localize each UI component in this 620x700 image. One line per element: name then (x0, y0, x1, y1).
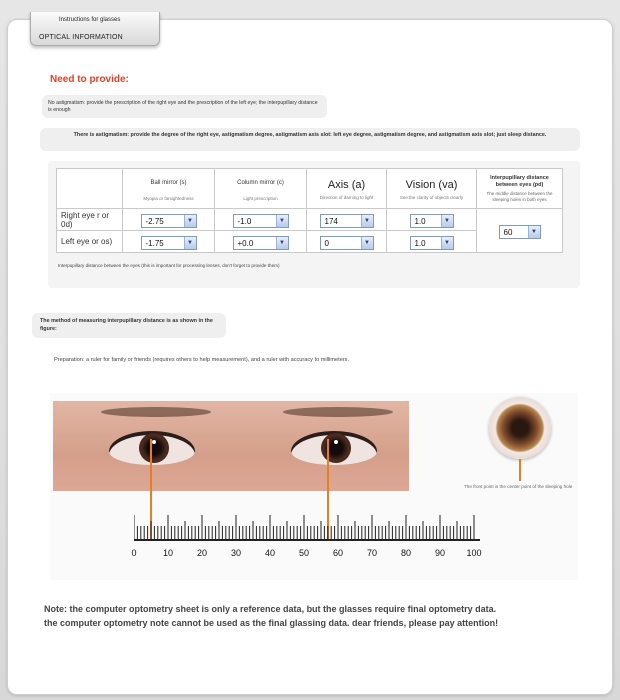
left-vision-select[interactable] (410, 236, 454, 250)
header-title-line2: OPTICAL INFORMATION (39, 34, 123, 41)
left-sphere-value: -1.75 (145, 238, 164, 248)
ruler-label: 100 (466, 548, 482, 558)
row-label-right-eye: Right eye r or 0d) (57, 209, 123, 231)
eye-closeup (489, 397, 551, 459)
cell-left-sphere (123, 231, 215, 253)
cell-right-axis (307, 209, 387, 231)
col-sub-vision: See the clarity of objects clearly (399, 195, 464, 200)
final-note-line2: the computer optometry note cannot be used as the final glassing data. dear friends, please pay attention! (44, 618, 499, 628)
chevron-down-icon: ▼ (276, 237, 288, 249)
chevron-down-icon: ▼ (441, 237, 453, 249)
ruler-label: 40 (264, 548, 276, 558)
measurement-figure (50, 393, 578, 580)
ruler-label: 0 (131, 548, 137, 558)
final-note-line1: Note: the computer optometry sheet is only a reference data, but the glasses require final optometry data. (44, 604, 497, 614)
col-header-pd (477, 169, 563, 209)
col-title-pd: Interpupillary distance between eyes (pd) (490, 174, 549, 188)
right-cylinder-value: -1.0 (237, 216, 252, 226)
ruler-numbers (50, 548, 578, 562)
cell-right-sphere (123, 209, 215, 231)
right-vision-select[interactable] (410, 214, 454, 228)
ruler-label: 60 (332, 548, 344, 558)
ruler-label: 90 (434, 548, 446, 558)
cell-right-vision (387, 209, 477, 231)
final-note (44, 602, 584, 630)
right-vision-value: 1.0 (414, 216, 426, 226)
col-header-sphere (123, 169, 215, 209)
astigmatism-note: There is astigmatism: provide the degree of the right eye, astigmatism degree, astigmatism axis slot: left eye degree, astigmatism degree, and astigmatism axis slot; just sleep distance. (40, 128, 580, 151)
table-row-right-eye (57, 209, 563, 231)
col-sub-sphere: Myopia or farsightedness (143, 195, 194, 201)
left-brow (101, 407, 211, 417)
chevron-down-icon: ▼ (441, 215, 453, 227)
chevron-down-icon: ▼ (361, 215, 373, 227)
pd-note: Interpupillary distance between the eyes (this is important for processing lenses, don't forget to provide them) (58, 263, 280, 268)
right-axis-select[interactable] (320, 214, 374, 228)
left-axis-select[interactable] (320, 236, 374, 250)
preparation-text: Preparation: a ruler for family or friends (requires others to help measurement), and a ruler with accuracy to millimeters. (54, 357, 350, 363)
photo-left-eye (291, 427, 377, 467)
ruler-label: 30 (230, 548, 242, 558)
closeup-line (519, 459, 521, 481)
left-cylinder-select[interactable] (233, 236, 289, 250)
col-title-cylinder: Column mirror (c) (237, 179, 284, 186)
chevron-down-icon: ▼ (184, 215, 196, 227)
right-cylinder-select[interactable] (233, 214, 289, 228)
col-sub-axis: Direction of darning to light (319, 195, 374, 200)
cell-pd (477, 209, 563, 253)
eye-caption: The front point is the center point of the sleeping hole (464, 484, 573, 489)
chevron-down-icon: ▼ (276, 215, 288, 227)
pd-select[interactable] (499, 225, 541, 239)
col-sub-cylinder: Light prescription (243, 195, 278, 201)
right-brow (283, 407, 393, 417)
ruler-label: 10 (162, 548, 174, 558)
left-vision-value: 1.0 (414, 238, 426, 248)
right-axis-value: 174 (324, 216, 338, 226)
ruler-label: 50 (298, 548, 310, 558)
col-title-axis: Axis (a) (327, 179, 366, 191)
ruler-label: 80 (400, 548, 412, 558)
ruler-ticks (134, 513, 482, 541)
ruler-label: 20 (196, 548, 208, 558)
row-label-left-eye: Left eye or os) (57, 231, 123, 253)
left-axis-value: 0 (324, 238, 329, 248)
col-header-cylinder (215, 169, 307, 209)
prescription-panel (48, 161, 580, 288)
need-to-provide-label: Need to provide: (50, 74, 129, 85)
header-tab (30, 12, 160, 46)
cell-left-vision (387, 231, 477, 253)
eyes-photo (53, 401, 409, 491)
col-title-sphere: Ball mirror (s) (150, 179, 187, 186)
cell-right-cylinder (215, 209, 307, 231)
col-header-vision (387, 169, 477, 209)
prescription-table (56, 168, 563, 253)
chevron-down-icon: ▼ (184, 237, 196, 249)
header-title-line1: Instructions for glasses (59, 17, 121, 23)
chevron-down-icon: ▼ (528, 226, 540, 238)
ruler (134, 513, 482, 541)
no-astigmatism-note: No astigmatism: provide the prescription of the right eye and the prescription of the left eye; the interpupillary distance is enough (42, 95, 327, 118)
left-sphere-select[interactable] (141, 236, 197, 250)
table-corner-cell (57, 169, 123, 209)
cell-left-cylinder (215, 231, 307, 253)
ruler-label: 70 (366, 548, 378, 558)
photo-right-eye (109, 427, 195, 467)
chevron-down-icon: ▼ (361, 237, 373, 249)
right-sphere-select[interactable] (141, 214, 197, 228)
col-sub-pd: The middle distance between the sleeping holes in both eyes (486, 190, 553, 202)
pd-value: 60 (503, 227, 513, 237)
col-title-vision: Vision (va) (405, 179, 458, 191)
left-cylinder-value: +0.0 (237, 238, 254, 248)
method-label: The method of measuring interpupillary distance is as shown in the figure: (32, 313, 226, 338)
col-header-axis (307, 169, 387, 209)
cell-left-axis (307, 231, 387, 253)
right-sphere-value: -2.75 (145, 216, 164, 226)
